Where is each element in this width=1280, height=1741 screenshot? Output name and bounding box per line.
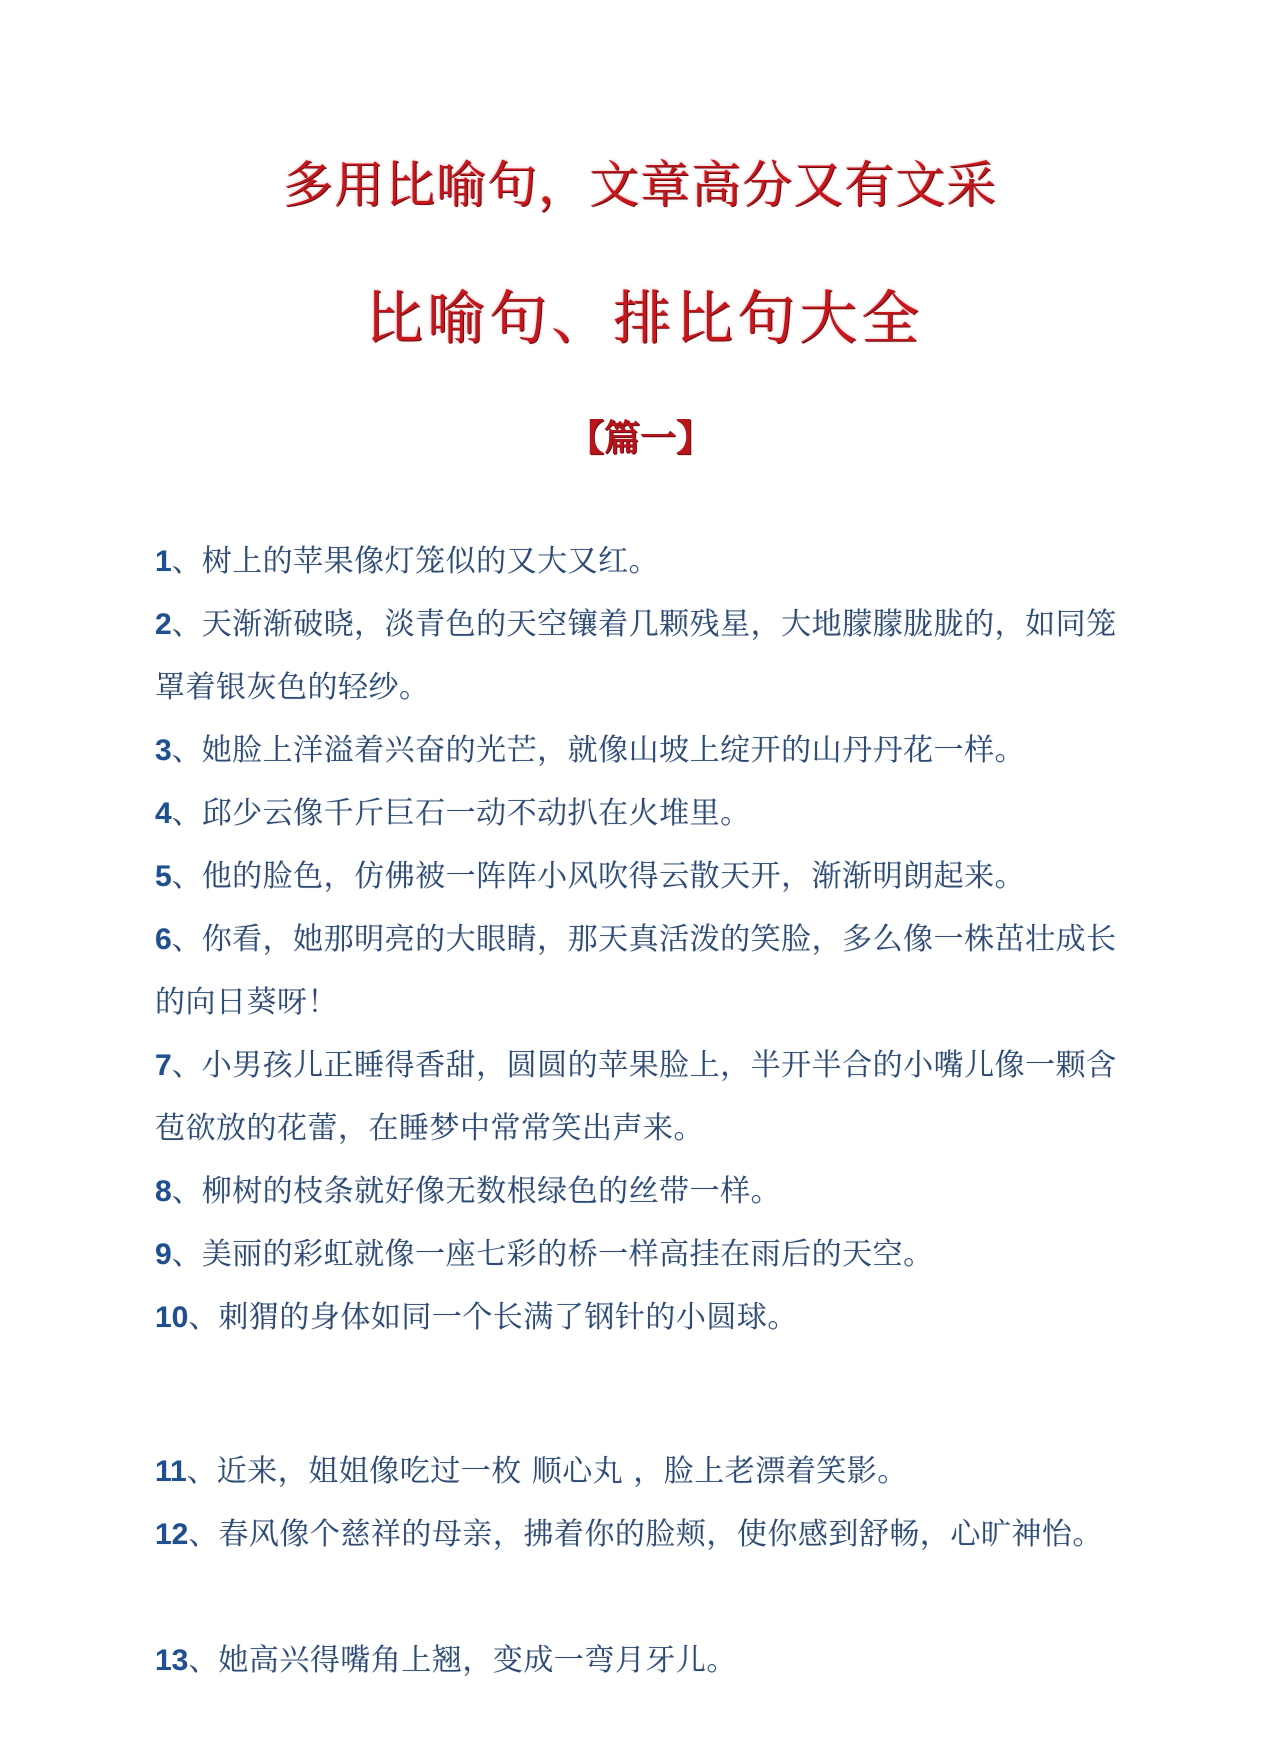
item-number: 11 — [155, 1455, 187, 1488]
list-item: 12、春风像个慈祥的母亲，拂着你的脸颊，使你感到舒畅，心旷神怡。 — [155, 1517, 1103, 1552]
item-number: 1 — [155, 545, 172, 578]
item-number: 2 — [155, 608, 172, 641]
list-item: 6、你看，她那明亮的大眼睛，那天真活泼的笑脸，多么像一株茁壮成长的向日葵呀！ — [155, 922, 1117, 1020]
item-number: 5 — [155, 860, 172, 893]
item-text: 他的脸色，仿佛被一阵阵小风吹得云散天开，渐渐明朗起来。 — [201, 859, 1026, 894]
list-item: 9、美丽的彩虹就像一座七彩的桥一样高挂在雨后的天空。 — [155, 1237, 934, 1272]
list-item: 3、她脸上洋溢着兴奋的光芒，就像山坡上绽开的山丹丹花一样。 — [155, 733, 1026, 768]
item-text: 小男孩儿正睡得香甜，圆圆的苹果脸上，半开半合的小嘴儿像一颗含苞欲放的花蕾，在睡梦中常常笑出声来。 — [155, 1048, 1117, 1146]
item-number: 4 — [155, 797, 172, 830]
item-number: 8 — [155, 1175, 172, 1208]
item-number: 13 — [155, 1644, 189, 1677]
item-number: 12 — [155, 1518, 189, 1551]
list-item: 1、树上的苹果像灯笼似的又大又红。 — [155, 544, 660, 579]
item-text: 美丽的彩虹就像一座七彩的桥一样高挂在雨后的天空。 — [201, 1237, 934, 1272]
item-number: 10 — [155, 1301, 189, 1334]
list-item: 11、近来，姐姐像吃过一枚 顺心丸 ，脸上老漂着笑影。 — [155, 1454, 908, 1489]
item-text: 她脸上洋溢着兴奋的光芒，就像山坡上绽开的山丹丹花一样。 — [201, 733, 1026, 768]
item-number: 9 — [155, 1238, 172, 1271]
item-number: 7 — [155, 1049, 172, 1082]
list-item: 13、她高兴得嘴角上翘，变成一弯月牙儿。 — [155, 1643, 737, 1678]
list-item: 2、天渐渐破晓，淡青色的天空镶着几颗残星，大地朦朦胧胧的，如同笼罩着银灰色的轻纱。 — [155, 607, 1117, 705]
item-text: 你看，她那明亮的大眼睛，那天真活泼的笑脸，多么像一株茁壮成长的向日葵呀！ — [155, 922, 1117, 1020]
item-text: 柳树的枝条就好像无数根绿色的丝带一样。 — [201, 1174, 782, 1209]
item-text: 近来，姐姐像吃过一枚 顺心丸 ，脸上老漂着笑影。 — [216, 1454, 908, 1489]
item-number: 6 — [155, 923, 172, 956]
headline: 多用比喻句，文章高分又有文采 — [283, 156, 997, 214]
item-text: 刺猬的身体如同一个长满了钢针的小圆球。 — [218, 1300, 798, 1335]
list-item: 4、邱少云像千斤巨石一动不动扒在火堆里。 — [155, 796, 751, 831]
item-text: 邱少云像千斤巨石一动不动扒在火堆里。 — [201, 796, 751, 831]
list-item: 10、刺猬的身体如同一个长满了钢针的小圆球。 — [155, 1300, 798, 1335]
item-text: 春风像个慈祥的母亲，拂着你的脸颊，使你感到舒畅，心旷神怡。 — [218, 1517, 1103, 1552]
item-text: 天渐渐破晓，淡青色的天空镶着几颗残星，大地朦朦胧胧的，如同笼罩着银灰色的轻纱。 — [155, 607, 1117, 705]
item-number: 3 — [155, 734, 172, 767]
item-text: 树上的苹果像灯笼似的又大又红。 — [201, 544, 660, 579]
item-text: 她高兴得嘴角上翘，变成一弯月牙儿。 — [218, 1643, 737, 1678]
section-label: 【篇一】 — [567, 418, 712, 459]
list-item: 5、他的脸色，仿佛被一阵阵小风吹得云散天开，渐渐明朗起来。 — [155, 859, 1026, 894]
list-item: 7、小男孩儿正睡得香甜，圆圆的苹果脸上，半开半合的小嘴儿像一颗含苞欲放的花蕾，在睡梦中常常笑出声来。 — [155, 1048, 1117, 1146]
list-item: 8、柳树的枝条就好像无数根绿色的丝带一样。 — [155, 1174, 782, 1209]
main-title: 比喻句、排比句大全 — [364, 284, 923, 352]
